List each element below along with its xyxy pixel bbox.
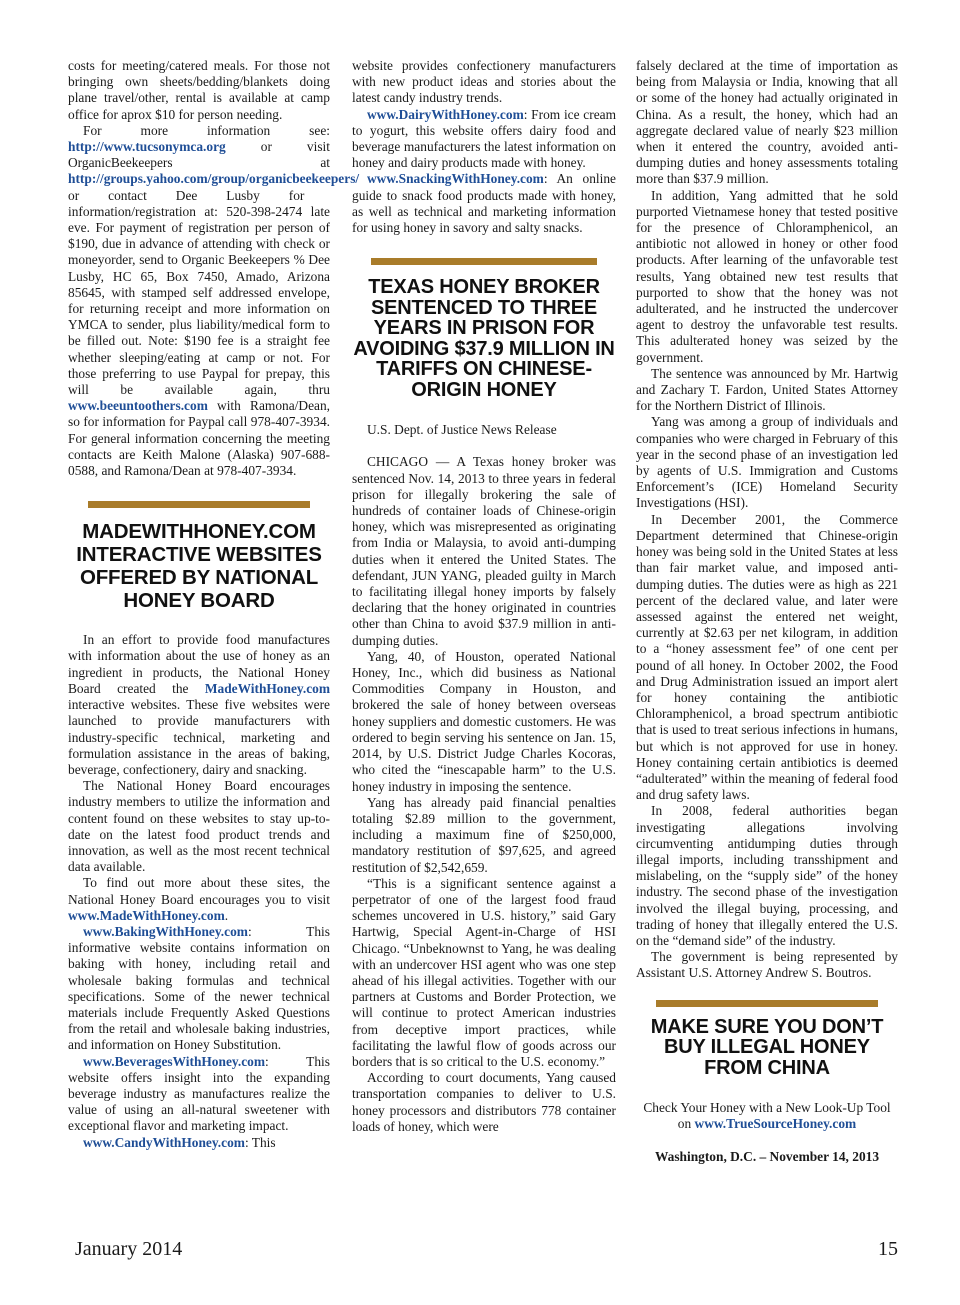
article-headline-illegal-honey: MAKE SURE YOU DON’T BUY ILLEGAL HONEY FROM CHINA xyxy=(650,1015,884,1079)
text-run: . xyxy=(224,907,229,923)
text-run: In an effort to provide food manufactures with information about the use of honey as an ingredient in products, the National Honey Board created the xyxy=(68,632,330,696)
article-headline-texas-honey-broker: TEXAS HONEY BROKER SENTENCED TO THREE YEARS IN PRISON FOR AVOIDING $37.9 MILLION IN TARIFFS ON CHINESE-ORIGIN HONEY xyxy=(353,276,615,401)
article-paragraph xyxy=(68,632,330,778)
article-paragraph: According to court documents, Yang caused transportation companies to deliver to U.S. honey processors and distributors 778 container loads of honey, which were xyxy=(352,1070,616,1134)
text-run: : From ice cream to yogurt, this website offers dairy food and beverage manufacturers the latest information on honey and dairy products made with honey. xyxy=(352,106,616,171)
article-paragraph xyxy=(352,107,616,172)
text-run: Check Your Honey with a New Look-Up Tool on xyxy=(643,1100,891,1132)
article-paragraph: The sentence was announced by Mr. Hartwig and Zachary T. Fardon, United States Attorney for the Northern District of Illinois. xyxy=(636,365,898,414)
truesourcehoney-link[interactable]: www.TrueSourceHoney.com xyxy=(694,1116,857,1132)
text-run: interactive websites. These five websites were launched to provide manufacturers with industry-specific technical, marketing and formulation assistance in the areas of baking, beverage, confectionery, dairy and snacking. xyxy=(68,697,330,777)
candywithhoney-link[interactable]: www.CandyWithHoney.com xyxy=(83,1134,245,1150)
article-paragraph xyxy=(68,1054,330,1135)
article-paragraph xyxy=(68,924,330,1054)
text-run: : This informative website contains information on baking with honey, including retail and wholesale baking formulas and technical specifications. Some of the newer technical materials include Frequently Asked Questions from the retail and wholesale baking industries, and information on Honey Substitution. xyxy=(68,923,330,1053)
article-paragraph: CHICAGO — A Texas honey broker was sentenced Nov. 14, 2013 to three years in federal prison for illegally brokering the sale of hundreds of container loads of Chinese-origin honey, which was misrepresented as originating from India or Malaysia, to avoid anti-dumping duties when it entered the United States. The defendant, JUN YANG, pleaded guilty in March to facilitating illegal honey imports by falsely declaring that the honey originated in countries other than China to avoid $37.9 million in anti-dumping duties. xyxy=(352,454,616,648)
text-run: For more information see: xyxy=(83,122,330,138)
dairywithhoney-link[interactable]: www.DairyWithHoney.com xyxy=(367,106,524,122)
article-headline-madewithhoney: MADEWITHHONEY.COM INTERACTIVE WEBSITES OFFERED BY NATIONAL HONEY BOARD xyxy=(76,520,322,613)
text-run: or visit OrganicBeekeepers at xyxy=(68,139,330,171)
tucsonymca-link[interactable]: http://www.tucsonymca.org xyxy=(68,139,226,155)
article-paragraph: In 2008, federal authorities began investigating allegations involving circumventing antidumping duties through illegal imports, including transshipment and mislabeling, on the “supply side” of the honey industry. The second phase of the investigation involved the illegal buying, processing, and trading of honey that illegally entered the U.S. on the “demand side” of the industry. xyxy=(636,803,898,948)
article-paragraph xyxy=(68,1135,330,1151)
article-paragraph: Yang, 40, of Houston, operated National Honey, Inc., which did business as National Commodities Company in Houston, and brokered the sale of honey between overseas honey suppliers and domestic customers. He was ordered to begin serving his sentence on Jan. 15, 2014, by U.S. District Judge Charles Kocoras, who cited the “inescapable harm” to the U.S. honey industry in imposing the sentence. xyxy=(352,648,616,794)
article-paragraph: Yang has already paid financial penalties totaling $2.89 million to the government, including a maximum fine of $250,000, mandatory restitution of $97,625, and agreed restitution of $2,542,659. xyxy=(352,794,616,875)
yahoo-groups-link[interactable]: http://groups.yahoo.com/group/organicbeekeepers/ xyxy=(68,171,360,187)
section-divider xyxy=(88,501,310,508)
beeuntoothers-link[interactable]: www.beeuntoothers.com xyxy=(68,398,208,414)
article-subhead xyxy=(636,1100,898,1132)
text-run: : This website offers insight into the expanding beverage industry as manufactures realize the value of using an all-natural sweetener with exceptional flavor and marketing impact. xyxy=(68,1053,330,1134)
article-source: U.S. Dept. of Justice News Release xyxy=(367,422,557,438)
text-run: or contact Dee Lusby for information/registration at: 520-398-2474 late eve. For payment of registration per person of $190, due in advance of attending with check or moneyorder, send to Organic Beekeepers % Dee Lusby, HC 65, Box 7450, Amado, Arizona 85645, with stamped self addressed envelope, for returning receipt and more information on YMCA to sender, plus liability/medical form to be filled out. Note: $190 fee is a straight fee whether sleeping/eating at camp or not. For those preferring to use Paypal for prepay, this will be available again, thru xyxy=(68,187,330,398)
text-run: : An online guide to snack food products made with honey, as well as technical and marketing information for using honey in savory and salty snacks. xyxy=(352,171,616,236)
column-1 xyxy=(68,58,360,1151)
beverageswithhoney-link[interactable]: www.BeveragesWithHoney.com xyxy=(83,1053,265,1069)
article-paragraph: In December 2001, the Commerce Department determined that Chinese-origin honey was being sold in the United States at less than fair market value, and imposed anti-dumping duties. The duties were as high as 221 percent of the declared value, and later were assessed against the entered net weight, currently at $2.63 per net kilogram, in addition to a “honey assessment fee” of one cent per pound of all honey. In October 2002, the Food and Drug Administration issued an import alert for honey containing the antibiotic Chloramphenicol, a broad spectrum antibiotic that is used to treat serious infections in humans, but which is not approved for use in honey. Honey containing certain antibiotics is deemed “adulterated” within the meaning of federal food and drug safety laws. xyxy=(636,511,898,803)
camp-paragraph: costs for meeting/catered meals. For those not bringing own sheets/bedding/blankets doing plane travel/other, rental is available at camp office for aprox $10 for person needing. xyxy=(68,58,330,122)
footer-issue-date: January 2014 xyxy=(75,1238,183,1260)
column-2 xyxy=(352,58,616,1135)
article-paragraph: “This is a significant sentence against a perpetrator of one of the largest food fraud schemes uncovered in U.S. history,” said Gary Hartwig, Special Agent-in-Charge of HSI Chicago. “Unbeknownst to Yang, he was dealing with an undercover HSI agent who was one step ahead of his illegal activities. Together with our partners at Customs and Border Protection, we will continue to protect American industries from deceptive import practices, while facilitating the lawful flow of goods across our borders that is so critical to the U.S. economy.” xyxy=(352,875,616,1069)
bakingwithhoney-link[interactable]: www.BakingWithHoney.com xyxy=(83,923,248,939)
snackingwithhoney-link[interactable]: www.SnackingWithHoney.com xyxy=(367,171,544,187)
madewithhoney-www-link[interactable]: www.MadeWithHoney.com xyxy=(68,907,225,923)
article-paragraph: Yang was among a group of individuals and companies who were charged in February of this year in the second phase of an investigation led by agents of U.S. Immigration and Customs Enforcement’s (ICE) Homeland Security Investigations (HSI). xyxy=(636,414,898,511)
text-run: with Ramona/Dean, so for information for Paypal call 978-407-3934. For general information concerning the meeting contacts are Keith Malone (Alaska) 907-688-0588, and Ramona/Dean at 978-407-3934. xyxy=(68,398,330,479)
section-divider xyxy=(656,1000,878,1007)
column-3 xyxy=(636,58,898,1166)
footer-page-number: 15 xyxy=(878,1238,898,1260)
article-dateline: Washington, D.C. – November 14, 2013 xyxy=(654,1149,880,1165)
madewithhoney-link[interactable]: MadeWithHoney.com xyxy=(204,680,330,696)
article-paragraph: The National Honey Board encourages industry members to utilize the information and content found on these websites to stay up-to-date on the latest food product trends and innovation, as well as the most recent technical data available. xyxy=(68,778,330,875)
text-run: : This xyxy=(244,1134,276,1150)
text-run: To find out more about these sites, the National Honey Board encourages you to visit xyxy=(68,875,330,907)
article-paragraph: In addition, Yang admitted that he sold purported Vietnamese honey that tested positive for the presence of Chloramphenicol, an antibiotic not allowed in honey or other food products. After learning of the unfavorable test results, Yang obtained new test results that purported to show that the honey was not adulterated, and he instructed the undercover agent to destroy the unfavorable test results. This adulterated honey was seized by the government. xyxy=(636,187,898,365)
article-paragraph xyxy=(352,171,616,236)
article-paragraph: The government is being represented by Assistant U.S. Attorney Andrew S. Boutros. xyxy=(636,949,898,981)
article-paragraph xyxy=(68,875,330,924)
article-paragraph: website provides confectionery manufacturers with new product ideas and stories about the latest candy industry trends. xyxy=(352,58,616,106)
article-paragraph: falsely declared at the time of importation as being from Malaysia or India, knowing that all or some of the honey had actually originated in China. As a result, the honey, which had an aggregate declared value of nearly $23 million when it entered the country, avoided anti-dumping duties and honey assessments totaling more than $37.9 million. xyxy=(636,58,898,187)
more-info-paragraph xyxy=(68,122,360,479)
section-divider xyxy=(371,258,597,265)
